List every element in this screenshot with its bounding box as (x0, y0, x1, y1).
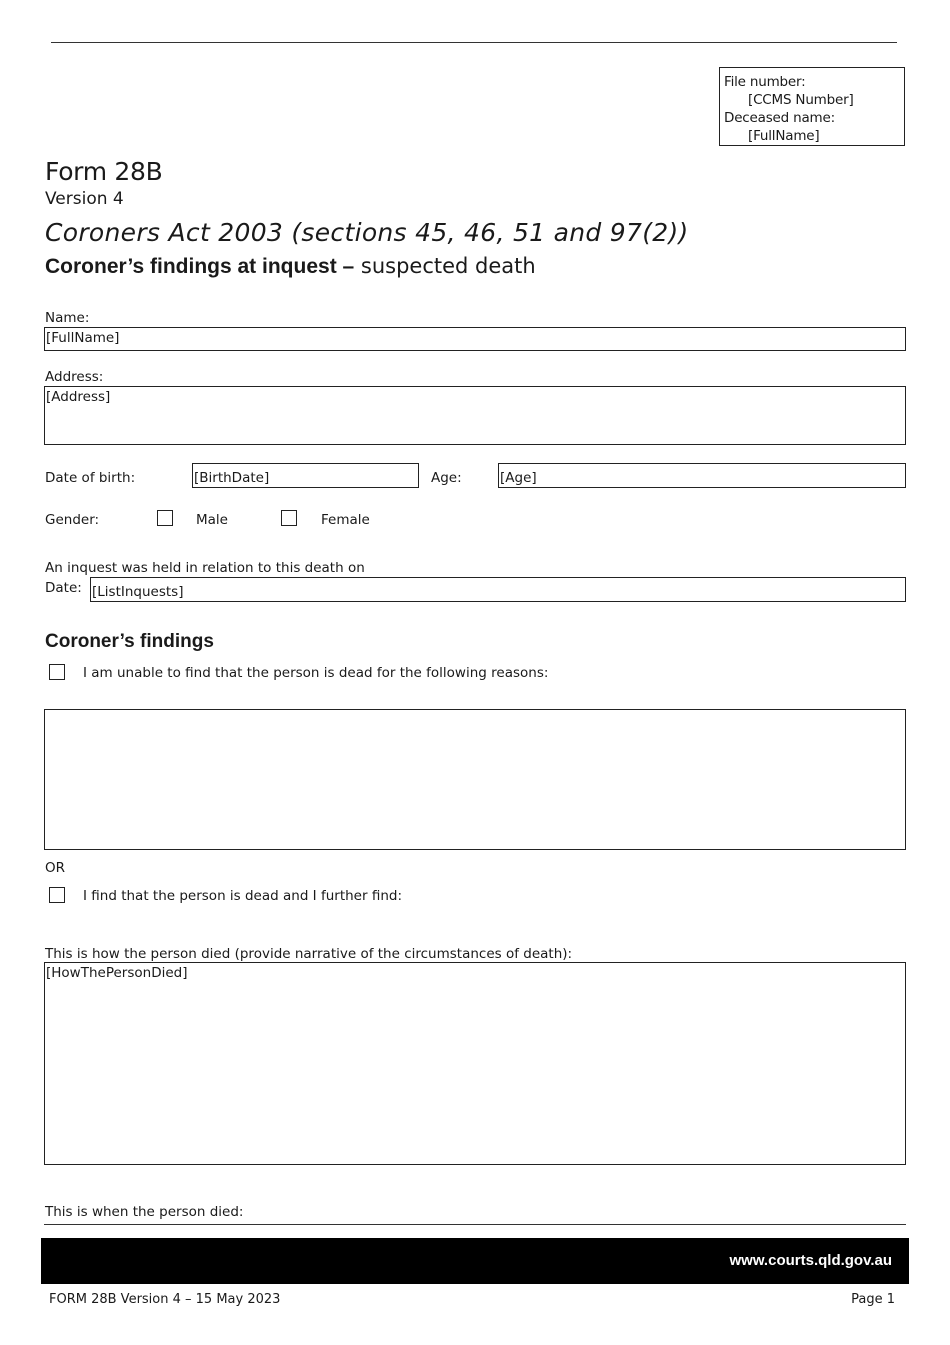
date-label: Date: (45, 580, 82, 596)
subtitle-bold: Coroner’s findings at inquest – (45, 255, 355, 278)
form-title: Form 28B (45, 157, 163, 186)
subtitle-rest: suspected death (360, 254, 536, 278)
form-version: Version 4 (45, 189, 124, 209)
name-field[interactable]: [FullName] (44, 327, 906, 351)
person-dead-checkbox[interactable] (49, 887, 65, 903)
findings-heading: Coroner’s findings (45, 631, 214, 652)
or-text: OR (45, 860, 66, 876)
how-died-label: This is how the person died (provide narrative of the circumstances of death): (45, 946, 573, 962)
inquest-text: An inquest was held in relation to this death on (45, 560, 365, 576)
inquest-date-field[interactable]: [ListInquests] (90, 577, 906, 602)
when-died-label: This is when the person died: (45, 1204, 244, 1220)
male-label: Male (196, 512, 228, 528)
female-checkbox[interactable] (281, 510, 297, 526)
gender-label: Gender: (45, 512, 100, 528)
footer-page-number: Page 1 (851, 1292, 895, 1307)
file-number-value[interactable]: [CCMS Number] (748, 92, 854, 108)
unable-to-find-text: I am unable to find that the person is dead for the following reasons: (83, 665, 549, 681)
age-label: Age: (431, 470, 462, 486)
footer-bar (41, 1238, 909, 1284)
address-field[interactable]: [Address] (44, 386, 906, 445)
how-died-field[interactable]: [HowThePersonDied] (44, 962, 906, 1165)
male-checkbox[interactable] (157, 510, 173, 526)
footer-form-info: FORM 28B Version 4 – 15 May 2023 (49, 1292, 281, 1307)
name-label: Name: (45, 310, 90, 326)
dob-label: Date of birth: (45, 470, 136, 486)
deceased-name-value[interactable]: [FullName] (748, 128, 820, 144)
female-label: Female (321, 512, 370, 528)
dob-field[interactable]: [BirthDate] (192, 463, 419, 488)
form-subtitle (45, 254, 536, 279)
reasons-field[interactable] (44, 709, 906, 850)
act-title: Coroners Act 2003 (sections 45, 46, 51 and 97(2)) (45, 218, 689, 247)
age-field[interactable]: [Age] (498, 463, 906, 488)
when-died-rule (44, 1224, 906, 1225)
footer-url-link[interactable]: www.courts.qld.gov.au (729, 1252, 892, 1269)
address-label: Address: (45, 369, 104, 385)
file-info-box (719, 67, 905, 146)
unable-to-find-checkbox[interactable] (49, 664, 65, 680)
person-dead-text: I find that the person is dead and I further find: (83, 888, 402, 904)
file-number-label: File number: (724, 74, 806, 90)
deceased-name-label: Deceased name: (724, 110, 835, 126)
top-rule (51, 42, 897, 43)
